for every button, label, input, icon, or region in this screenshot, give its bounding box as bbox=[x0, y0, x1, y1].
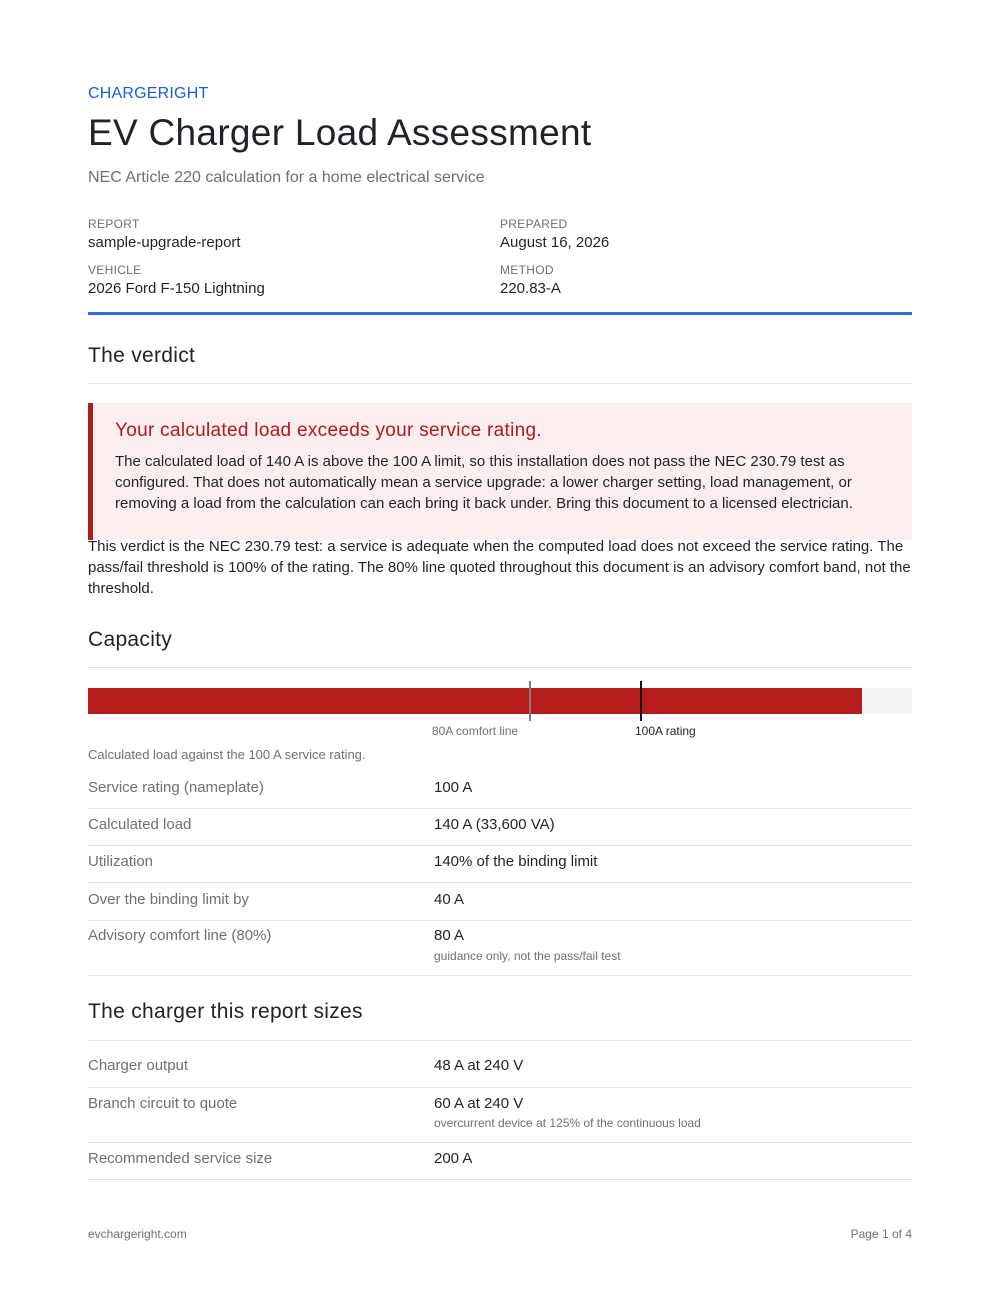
charger-heading: The charger this report sizes bbox=[88, 1000, 363, 1023]
method-label: METHOD bbox=[500, 263, 554, 277]
table-row bbox=[88, 1087, 912, 1143]
header-divider bbox=[88, 312, 912, 315]
row-value: 48 A at 240 V bbox=[434, 1057, 524, 1074]
page-subtitle: NEC Article 220 calculation for a home electrical service bbox=[88, 169, 485, 186]
row-subnote: overcurrent device at 125% of the continuous load bbox=[434, 1116, 701, 1130]
table-row bbox=[88, 845, 912, 883]
row-value: 80 A bbox=[434, 927, 465, 944]
table-row bbox=[88, 770, 912, 809]
row-label: Branch circuit to quote bbox=[88, 1095, 238, 1112]
row-value: 100 A bbox=[434, 779, 473, 796]
table-row bbox=[88, 808, 912, 846]
rating-marker bbox=[640, 681, 642, 721]
section-divider bbox=[88, 383, 912, 384]
row-label: Advisory comfort line (80%) bbox=[88, 927, 272, 944]
report-label: REPORT bbox=[88, 217, 140, 231]
comfort-line-label: 80A comfort line bbox=[432, 724, 519, 738]
footer-page-number: Page 1 of 4 bbox=[850, 1227, 912, 1241]
table-row bbox=[88, 920, 912, 976]
report-value: sample-upgrade-report bbox=[88, 234, 241, 251]
verdict-note: This verdict is the NEC 230.79 test: a service is adequate when the computed load does not exceed the service rating. The pass/fail threshold is 100% of the rating. The 80% line quoted throughout this document is an advisory comfort band, not the threshold. bbox=[88, 538, 911, 597]
row-label: Utilization bbox=[88, 853, 154, 870]
method-value: 220.83-A bbox=[500, 280, 561, 297]
row-subnote: guidance only, not the pass/fail test bbox=[434, 949, 621, 963]
capacity-caption: Calculated load against the 100 A service rating. bbox=[88, 747, 366, 762]
row-label: Over the binding limit by bbox=[88, 891, 249, 908]
prepared-label: PREPARED bbox=[500, 217, 568, 231]
row-value: 140 A (33,600 VA) bbox=[434, 816, 555, 833]
capacity-heading: Capacity bbox=[88, 628, 173, 651]
comfort-line-marker bbox=[529, 681, 531, 721]
row-label: Calculated load bbox=[88, 816, 192, 833]
alert-body: The calculated load of 140 A is above the 100 A limit, so this installation does not pass the NEC 230.79 test as configured. That does not automatically mean a service upgrade: a lower charger setting, load management, or removing a load from the calculation can each bring it back under. Bring this document to a licensed electrician. bbox=[115, 453, 853, 512]
row-value: 200 A bbox=[434, 1150, 473, 1167]
brand-name: CHARGERIGHT bbox=[88, 85, 209, 102]
footer-site: evchargeright.com bbox=[88, 1227, 187, 1241]
verdict-heading: The verdict bbox=[88, 344, 196, 367]
prepared-value: August 16, 2026 bbox=[500, 234, 610, 251]
table-row bbox=[88, 1142, 912, 1180]
row-value: 140% of the binding limit bbox=[434, 853, 598, 870]
section-divider bbox=[88, 1040, 912, 1041]
vehicle-value: 2026 Ford F-150 Lightning bbox=[88, 280, 265, 297]
table-row bbox=[88, 1049, 912, 1088]
rating-label: 100A rating bbox=[635, 724, 696, 738]
row-label: Service rating (nameplate) bbox=[88, 779, 264, 796]
row-label: Recommended service size bbox=[88, 1150, 273, 1167]
capacity-bar bbox=[88, 688, 912, 714]
row-value: 60 A at 240 V bbox=[434, 1095, 524, 1112]
page-title: EV Charger Load Assessment bbox=[88, 112, 592, 153]
section-divider bbox=[88, 667, 912, 668]
table-row bbox=[88, 882, 912, 921]
capacity-bar-fill bbox=[88, 688, 862, 714]
vehicle-label: VEHICLE bbox=[88, 263, 142, 277]
row-value: 40 A bbox=[434, 891, 465, 908]
row-label: Charger output bbox=[88, 1057, 189, 1074]
alert-title: Your calculated load exceeds your service rating. bbox=[115, 420, 542, 441]
verdict-alert bbox=[88, 403, 912, 540]
